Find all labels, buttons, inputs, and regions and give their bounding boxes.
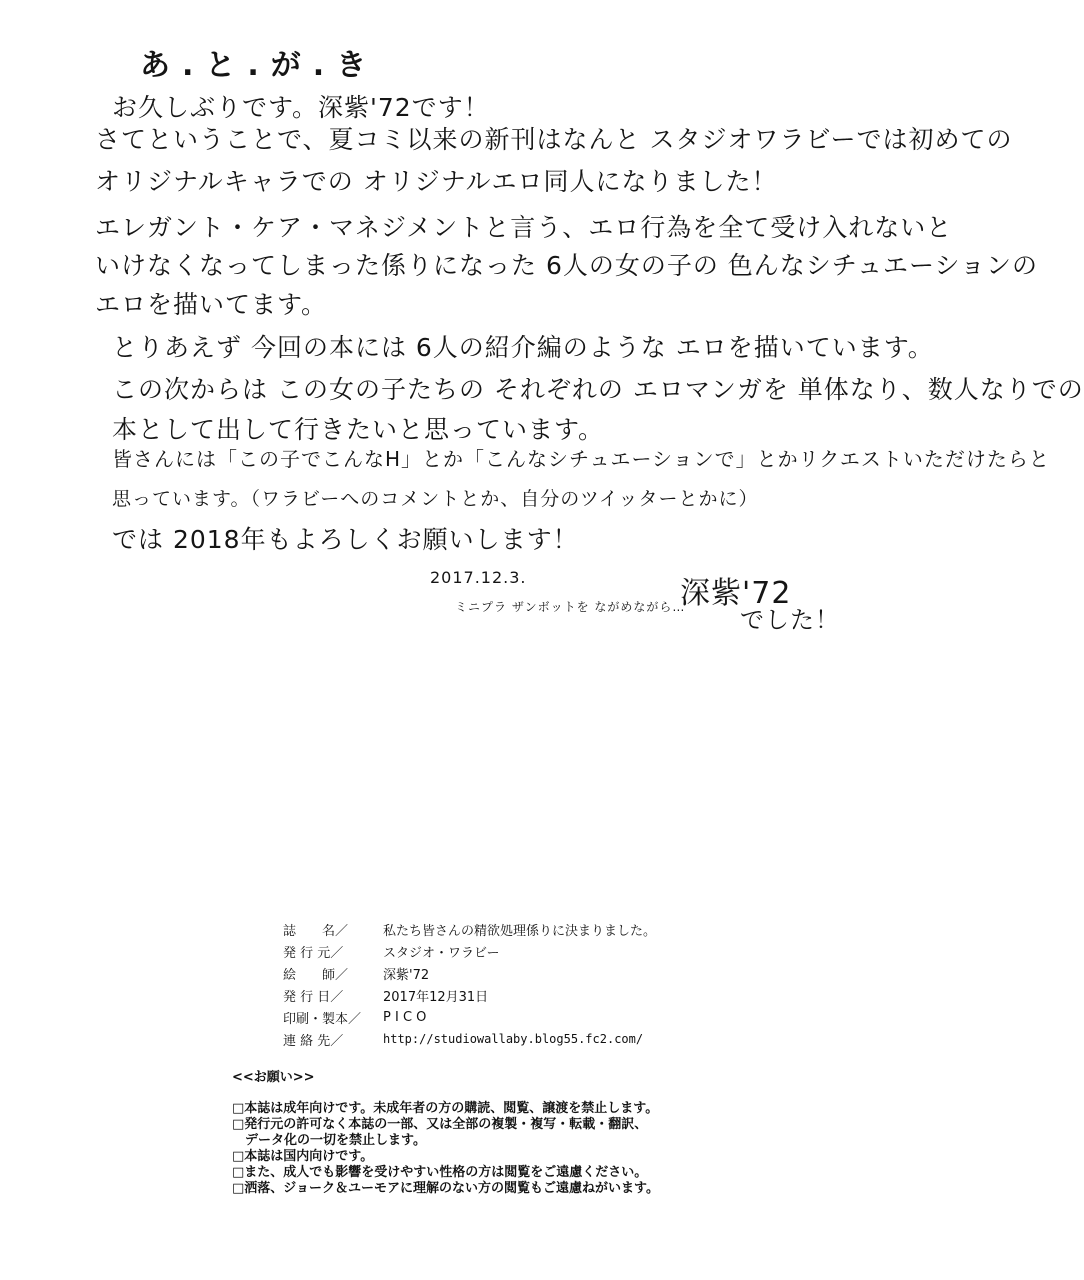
afterword-line: エロを描いてます。 [95, 290, 328, 319]
colophon-row [283, 1028, 883, 1050]
afterword-line: 思っています。（ワラビーへのコメントとか、自分のツイッターとかに） [112, 488, 759, 510]
afterword-line: この次からは この女の子たちの それぞれの エロマンガを 単体なり、数人なりでの [112, 375, 1084, 404]
colophon-value: スタジオ・ワラビー [383, 945, 500, 961]
notice-line: データ化の一切を禁止します。 [232, 1133, 426, 1148]
afterword-date-note: ミニプラ ザンボットを ながめながら… [455, 600, 686, 614]
notice-line: □洒落、ジョーク＆ユーモアに理解のない方の閲覧もご遠慮ねがいます。 [232, 1181, 659, 1196]
notice-line: □本誌は成年向けです。未成年者の方の購読、閲覧、譲渡を禁止します。 [232, 1101, 659, 1116]
colophon-row [283, 940, 883, 962]
colophon-value: P I C O [383, 1009, 427, 1025]
colophon-row [283, 918, 883, 940]
afterword-line: 本として出して行きたいと思っています。 [112, 415, 605, 444]
colophon [283, 918, 883, 1050]
afterword-line: とりあえず 今回の本には 6人の紹介編のような エロを描いています。 [112, 333, 934, 362]
afterword-line: エレガント・ケア・マネジメントと言う、エロ行為を全て受け入れないと [95, 213, 953, 242]
afterword-line: では 2018年もよろしくお願いします！ [112, 525, 579, 554]
notice-heading: <<お願い>> [232, 1070, 315, 1085]
colophon-label: 絵 師／ [283, 967, 349, 983]
colophon-value: 私たち皆さんの精欲処理係りに決まりました。 [383, 923, 657, 939]
afterword-line: お久しぶりです。深紫'72です！ [112, 93, 490, 122]
notice-line: □本誌は国内向けです。 [232, 1149, 374, 1164]
notice [232, 1066, 852, 1197]
notice-line: □発行元の許可なく本誌の一部、又は全部の複製・複写・転載・翻訳、 [232, 1117, 648, 1132]
afterword-date: 2017.12.3. [430, 568, 527, 587]
colophon-row [283, 962, 883, 984]
colophon-row [283, 1006, 883, 1028]
colophon-label: 連 絡 先／ [283, 1033, 344, 1049]
afterword-line: いけなくなってしまった係りになった 6人の女の子の 色んなシチュエーションの [95, 251, 1039, 280]
afterword-line: 皆さんには「この子でこんなH」とか「こんなシチュエーションで」とかリクエストいただけたらと [112, 447, 1050, 471]
colophon-label: 印刷・製本／ [283, 1011, 362, 1027]
afterword-signature-end: でした！ [740, 606, 840, 634]
notice-line: □また、成人でも影響を受けやすい性格の方は閲覧をご遠慮ください。 [232, 1165, 648, 1180]
afterword-title: あ.と.が.き [140, 48, 379, 83]
colophon-label: 発 行 元／ [283, 945, 344, 961]
colophon-url: http://studiowallaby.blog55.fc2.com/ [383, 1032, 644, 1046]
colophon-row [283, 984, 883, 1006]
afterword-signature: 深紫'72 [680, 576, 792, 611]
afterword-line: オリジナルキャラでの オリジナルエロ同人になりました！ [95, 167, 778, 196]
colophon-label: 誌 名／ [283, 923, 349, 939]
colophon-label: 発 行 日／ [283, 989, 344, 1005]
colophon-value: 深紫'72 [383, 967, 430, 983]
colophon-value: 2017年12月31日 [383, 989, 489, 1005]
afterword-line: さてということで、夏コミ以来の新刊はなんと スタジオワラビーでは初めての [95, 125, 1013, 154]
